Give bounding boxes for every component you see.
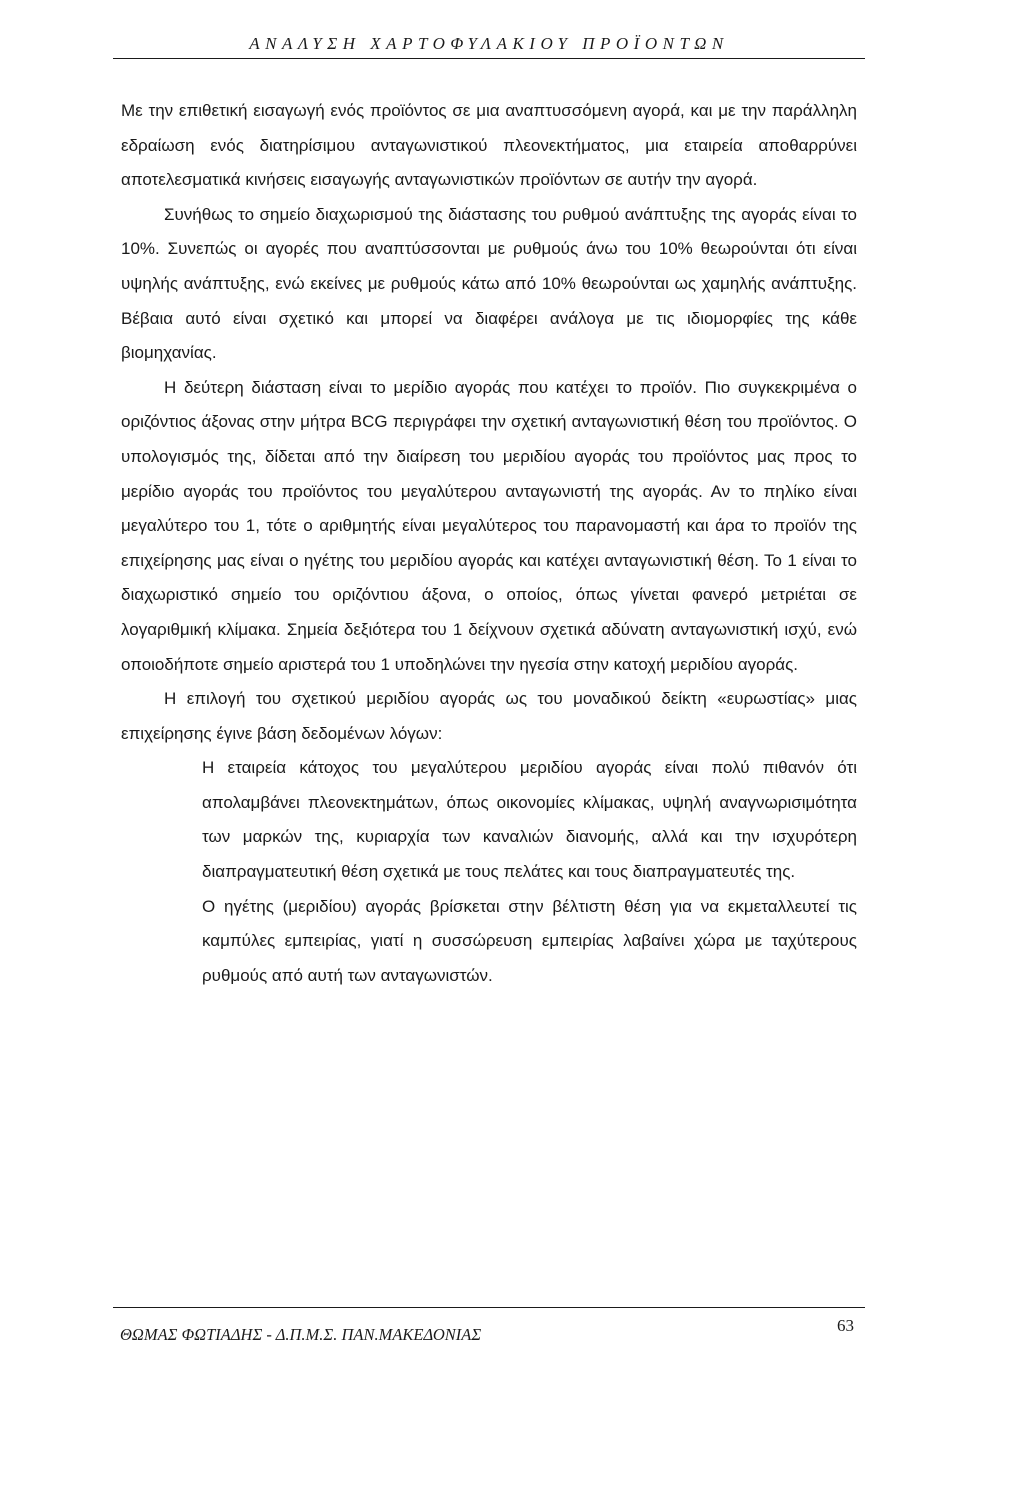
paragraph: Η επιλογή του σχετικού μεριδίου αγοράς ως του μοναδικού δείκτη «ευρωστίας» μιας επιχείρησης έγινε βάση δεδομένων λόγων: — [121, 689, 857, 743]
paragraph: Η δεύτερη διάσταση είναι το μερίδιο αγοράς που κατέχει το προϊόν. Πιο συγκεκριμένα ο οριζόντιος άξονας στην μήτρα BCG περιγράφει την σχετική ανταγωνιστική θέση του προϊόντος. Ο υπολογισμός της, δίδεται από την διαίρεση του μεριδίου αγοράς του προϊόντος μας προς το μερίδιο αγοράς του προϊόντος του μεγαλύτερου ανταγωνιστή της αγοράς. Αν το πηλίκο είναι μεγαλύτερο του 1, τότε ο αριθμητής είναι μεγαλύτερος του παρανομαστή και άρα το προϊόν της επιχείρησης μας είναι ο ηγέτης του μεριδίου αγοράς και κατέχει ανταγωνιστική θέση. Το 1 είναι το διαχωριστικό σημείο του οριζόντιου άξονα, ο οποίος, όπως γίνεται φανερό μετριέται σε λογαριθμική κλίμακα. Σημεία δεξιότερα του 1 δείχνουν σχετικά αδύνατη ανταγωνιστική ισχύ, ενώ οποιοδήποτε σημείο αριστερά του 1 υποδηλώνει την ηγεσία στην κατοχή μεριδίου αγοράς. — [121, 377, 857, 674]
footer-author: ΘΩΜΑΣ ΦΩΤΙΑΔΗΣ - Δ.Π.Μ.Σ. ΠΑΝ.ΜΑΚΕΔΟΝΙΑΣ — [120, 1325, 482, 1344]
point-paragraph: Η εταιρεία κάτοχος του μεγαλύτερου μεριδίου αγοράς είναι πολύ πιθανόν ότι απολαμβάνει πλεονεκτημάτων, όπως οικονομίες κλίμακας, υψηλή αναγνωρισιμότητα των μαρκών της, κυριαρχία των καναλιών διανομής, αλλά και την ισχυρότερη διαπραγματευτική θέση σχετικά με τους πελάτες και τους διαπραγματευτές της. — [202, 758, 857, 882]
running-header: ΑΝΑΛΥΣΗ ΧΑΡΤΟΦΥΛΑΚΙΟΥ ΠΡΟΪΟΝΤΩΝ — [113, 34, 865, 59]
footer-divider — [113, 1307, 865, 1308]
paragraph: Με την επιθετική εισαγωγή ενός προϊόντος σε μια αναπτυσσόμενη αγορά, και με την παράλληλη εδραίωση ενός διατηρίσιμου ανταγωνιστικού πλεονεκτήματος, μια εταιρεία αποθαρρύνει αποτελεσματικά κινήσεις εισαγωγής ανταγωνιστικών προϊόντων σε αυτήν την αγορά. — [121, 101, 857, 190]
point-paragraph: Ο ηγέτης (μεριδίου) αγοράς βρίσκεται στην βέλτιστη θέση για να εκμεταλλευτεί τις καμπύλες εμπειρίας, γιατί η συσσώρευση εμπειρίας λαβαίνει χώρα με ταχύτερους ρυθμούς από αυτή των ανταγωνιστών. — [202, 896, 857, 985]
page-number: 63 — [837, 1316, 854, 1335]
document-body — [121, 94, 857, 993]
paragraph: Συνήθως το σημείο διαχωρισμού της διάστασης του ρυθμού ανάπτυξης της αγοράς είναι το 10%. Συνεπώς οι αγορές που αναπτύσσονται με ρυθμούς άνω του 10% θεωρούνται ότι είναι υψηλής ανάπτυξης, ενώ εκείνες με ρυθμούς κάτω από 10% θεωρούνται ως χαμηλής ανάπτυξης. Βέβαια αυτό είναι σχετικό και μπορεί να διαφέρει ανάλογα με τις ιδιομορφίες της κάθε βιομηχανίας. — [121, 204, 857, 363]
